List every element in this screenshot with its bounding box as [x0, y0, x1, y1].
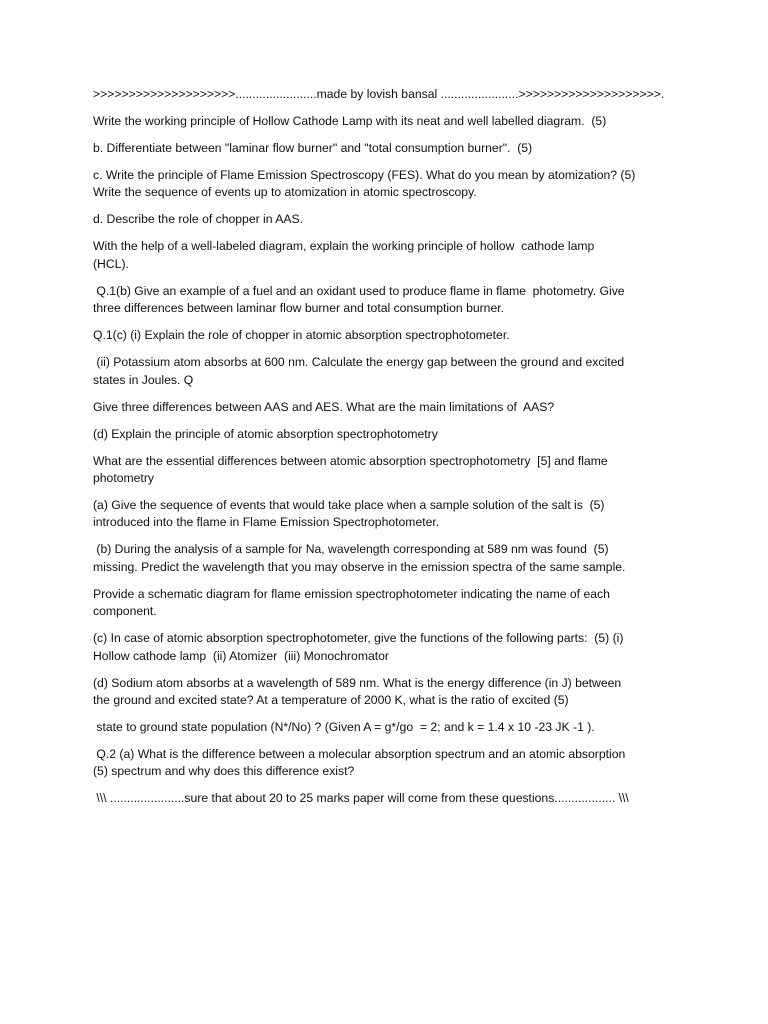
text-line: three differences between laminar flow burner and total consumption burner.: [93, 301, 505, 316]
question-a-sequence-of-events: [93, 497, 675, 532]
text-line: Q.1(c) (i) Explain the role of chopper in atomic absorption spectrophotometer.: [93, 328, 510, 343]
question-aas-vs-flame-photometry: [93, 453, 675, 488]
text-line: (a) Give the sequence of events that would take place when a sample solution of the salt is (5): [93, 498, 605, 513]
text-line: With the help of a well-labeled diagram, explain the working principle of hollow cathode lamp: [93, 239, 595, 254]
text-line: >>>>>>>>>>>>>>>>>>>>........................made by lovish bansal .......................>>>>>>>>>>>>>>>>>>>>.: [93, 87, 665, 101]
text-line: Q.1(b) Give an example of a fuel and an oxidant used to produce flame in flame photometry. Give: [93, 283, 625, 298]
question-d-sodium-energy: [93, 675, 675, 710]
question-population-ratio: [93, 719, 675, 736]
text-line: (b) During the analysis of a sample for Na, wavelength corresponding at 589 nm was found (5): [93, 542, 609, 557]
text-line: b. Differentiate between "laminar flow burner" and "total consumption burner". (5): [93, 141, 533, 155]
text-line: Write the sequence of events up to atomization in atomic spectroscopy.: [93, 185, 477, 200]
question-b-burner-difference: [93, 140, 675, 157]
question-d-chopper-role: [93, 211, 675, 228]
text-line: component.: [93, 604, 157, 619]
question-c-fes-principle: [93, 167, 675, 202]
question-q1c-chopper: [93, 327, 675, 344]
text-line: (ii) Potassium atom absorbs at 600 nm. Calculate the energy gap between the ground and excited: [93, 355, 625, 370]
text-line: c. Write the principle of Flame Emission Spectroscopy (FES). What do you mean by atomization? (5): [93, 168, 636, 182]
question-c-aas-parts: [93, 630, 675, 665]
text-line: photometry: [93, 471, 154, 486]
question-hcl-working-principle: [93, 113, 675, 130]
text-line: (5) spectrum and why does this difference exist?: [93, 764, 355, 779]
text-line: \\\ ......................sure that about 20 to 25 marks paper will come from these questions.................. \\\: [93, 791, 629, 806]
text-line: states in Joules. Q: [93, 372, 194, 387]
text-line: Write the working principle of Hollow Cathode Lamp with its neat and well labelled diagram. (5): [93, 114, 607, 128]
text-line: state to ground state population (N*/No) ? (Given A = g*/go = 2; and k = 1.4 x 10 -23 JK -1 ).: [93, 720, 595, 735]
question-d-aas-principle: [93, 426, 675, 443]
question-hcl-diagram: [93, 238, 675, 273]
text-line: Give three differences between AAS and AES. What are the main limitations of AAS?: [93, 399, 555, 414]
text-line: Q.2 (a) What is the difference between a molecular absorption spectrum and an atomic absorption: [93, 747, 626, 762]
question-q1b-fuel-oxidant: [93, 283, 675, 318]
text-line: missing. Predict the wavelength that you may observe in the emission spectra of the same sample.: [93, 559, 626, 574]
footer-line: [93, 790, 675, 807]
header-line: [93, 86, 675, 103]
text-line: Provide a schematic diagram for flame emission spectrophotometer indicating the name of each: [93, 586, 610, 601]
text-line: introduced into the flame in Flame Emission Spectrophotometer.: [93, 515, 440, 530]
question-fes-schematic: [93, 586, 675, 621]
text-line: (d) Explain the principle of atomic absorption spectrophotometry: [93, 426, 438, 441]
question-potassium-energy-gap: [93, 354, 675, 389]
text-line: d. Describe the role of chopper in AAS.: [93, 212, 304, 227]
text-line: (d) Sodium atom absorbs at a wavelength of 589 nm. What is the energy difference (in J) between: [93, 675, 622, 690]
text-line: What are the essential differences between atomic absorption spectrophotometry [5] and flame: [93, 453, 608, 468]
text-line: (HCL).: [93, 256, 129, 271]
text-line: the ground and excited state? At a temperature of 2000 K, what is the ratio of excited (5): [93, 693, 569, 708]
question-aas-aes-differences: [93, 399, 675, 416]
text-line: (c) In case of atomic absorption spectrophotometer, give the functions of the following parts: (5) (i): [93, 631, 624, 646]
question-b-na-wavelength: [93, 541, 675, 576]
document-page: [93, 86, 675, 817]
question-q2a-spectrum-difference: [93, 746, 675, 781]
text-line: Hollow cathode lamp (ii) Atomizer (iii) Monochromator: [93, 648, 389, 663]
